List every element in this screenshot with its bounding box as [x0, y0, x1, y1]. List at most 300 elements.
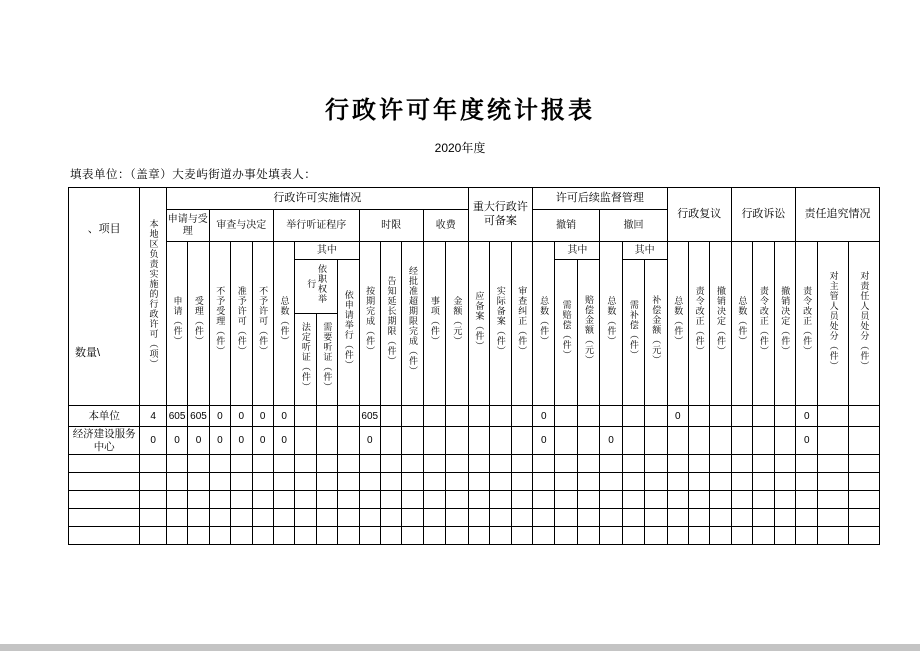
corner-top-label: 、项目: [87, 222, 121, 235]
data-cell: [380, 509, 401, 527]
row-label: [69, 455, 140, 473]
data-cell: [166, 527, 187, 545]
data-cell: 0: [600, 427, 622, 455]
data-cell: [622, 427, 644, 455]
data-cell: [849, 427, 880, 455]
data-cell: 0: [533, 427, 555, 455]
subgroup-fees: 收费: [423, 210, 468, 242]
table-row: [69, 473, 880, 491]
col-recon-total: 总数（件）: [667, 242, 688, 406]
data-cell: [710, 527, 731, 545]
data-cell: [710, 455, 731, 473]
data-cell: 0: [533, 406, 555, 427]
data-cell: [423, 491, 445, 509]
data-cell: [402, 509, 423, 527]
data-cell: [231, 455, 252, 473]
col-withdraw-total: 总数（件）: [600, 242, 622, 406]
data-cell: [622, 455, 644, 473]
data-cell: [402, 455, 423, 473]
col-required-hearing: 需要听证（件）: [316, 314, 337, 406]
group-filing: 重大行政许可备案: [468, 188, 532, 242]
group-implementation: 行政许可实施情况: [166, 188, 468, 210]
data-cell: [140, 473, 167, 491]
data-cell: [252, 509, 273, 527]
data-cell: [622, 491, 644, 509]
data-cell: [490, 473, 511, 491]
data-cell: [188, 491, 209, 509]
data-cell: [774, 473, 795, 491]
data-cell: [818, 427, 849, 455]
data-cell: [468, 406, 489, 427]
data-cell: [273, 491, 294, 509]
data-cell: [273, 455, 294, 473]
data-cell: [359, 491, 380, 509]
data-cell: 0: [209, 427, 230, 455]
col-local-items: 本地区负责实施的行政许可（项）: [140, 188, 167, 406]
page-bottom-edge: [0, 644, 920, 651]
data-cell: [600, 509, 622, 527]
data-cell: 605: [188, 406, 209, 427]
group-litigation: 行政诉讼: [731, 188, 795, 242]
group-accountability: 责任追究情况: [796, 188, 880, 242]
data-cell: [753, 509, 774, 527]
data-cell: 0: [667, 406, 688, 427]
data-cell: [577, 455, 599, 473]
data-cell: [423, 455, 445, 473]
data-cell: [231, 527, 252, 545]
col-hearing-total: 总数（件）: [273, 242, 294, 406]
data-cell: [231, 491, 252, 509]
data-cell: [731, 527, 752, 545]
data-cell: [338, 491, 359, 509]
data-cell: 0: [273, 406, 294, 427]
data-cell: [533, 491, 555, 509]
data-cell: [710, 509, 731, 527]
data-cell: [689, 427, 710, 455]
table-row: [69, 455, 880, 473]
data-cell: [731, 491, 752, 509]
data-cell: [316, 509, 337, 527]
data-cell: [796, 473, 818, 491]
data-cell: 0: [796, 427, 818, 455]
data-cell: [555, 491, 577, 509]
data-cell: [511, 427, 532, 455]
data-cell: [710, 491, 731, 509]
data-cell: [380, 427, 401, 455]
subgroup-hearing: 举行听证程序: [273, 210, 359, 242]
data-cell: [338, 527, 359, 545]
data-cell: [731, 427, 752, 455]
data-cell: [667, 427, 688, 455]
data-cell: [600, 491, 622, 509]
data-cell: [796, 455, 818, 473]
data-cell: [402, 491, 423, 509]
data-cell: [490, 455, 511, 473]
row-label: [69, 473, 140, 491]
data-cell: [622, 509, 644, 527]
data-cell: [380, 455, 401, 473]
col-revoke-total: 总数（件）: [533, 242, 555, 406]
col-acc-responsible: 对责任人员处分（件）: [849, 242, 880, 406]
data-cell: [753, 527, 774, 545]
data-cell: [667, 527, 688, 545]
data-cell: [468, 455, 489, 473]
col-fee-amount: 金额（元）: [446, 242, 469, 406]
data-cell: [166, 455, 187, 473]
data-cell: [468, 427, 489, 455]
data-cell: [849, 406, 880, 427]
data-cell: [511, 509, 532, 527]
col-on-request: 依申请举行（件）: [338, 260, 359, 406]
data-cell: [710, 473, 731, 491]
data-cell: [273, 473, 294, 491]
col-lit-total: 总数（件）: [731, 242, 752, 406]
data-cell: [140, 509, 167, 527]
data-cell: [446, 406, 469, 427]
data-cell: [188, 455, 209, 473]
data-cell: [622, 473, 644, 491]
col-apply: 申请（件）: [166, 242, 187, 406]
data-cell: [818, 509, 849, 527]
data-cell: [753, 455, 774, 473]
data-cell: [468, 527, 489, 545]
row-label: 本单位: [69, 406, 140, 427]
data-cell: 0: [796, 406, 818, 427]
data-cell: 4: [140, 406, 167, 427]
data-cell: [446, 491, 469, 509]
col-compensate-amount: 赔偿金额（元）: [577, 260, 599, 406]
data-cell: [511, 406, 532, 427]
report-table: [68, 187, 880, 545]
data-cell: [209, 527, 230, 545]
col-on-time: 按期完成（件）: [359, 242, 380, 406]
data-cell: [555, 455, 577, 473]
data-cell: [818, 455, 849, 473]
data-cell: [188, 527, 209, 545]
data-cell: [140, 455, 167, 473]
data-cell: 0: [252, 406, 273, 427]
data-cell: [423, 527, 445, 545]
data-cell: [774, 527, 795, 545]
data-cell: [710, 427, 731, 455]
data-cell: [316, 491, 337, 509]
data-cell: [511, 455, 532, 473]
subgroup-revoke: 撤销: [533, 210, 600, 242]
table-row: [69, 509, 880, 527]
data-cell: [796, 491, 818, 509]
data-cell: [753, 406, 774, 427]
data-cell: [295, 491, 316, 509]
data-cell: [446, 527, 469, 545]
data-cell: [338, 509, 359, 527]
data-cell: [796, 509, 818, 527]
data-cell: [689, 406, 710, 427]
data-cell: [316, 406, 337, 427]
col-recon-correct: 责令改正（件）: [689, 242, 710, 406]
subgroup-ex-officio: 依职权举行: [295, 260, 338, 314]
data-cell: [774, 491, 795, 509]
data-cell: [753, 491, 774, 509]
data-cell: [533, 527, 555, 545]
data-cell: [316, 527, 337, 545]
data-cell: [380, 473, 401, 491]
data-cell: [689, 455, 710, 473]
data-cell: [555, 473, 577, 491]
corner-cell: [69, 188, 140, 406]
data-cell: 0: [166, 427, 187, 455]
data-cell: [359, 509, 380, 527]
data-cell: [689, 527, 710, 545]
col-should-file: 应备案（件）: [468, 242, 489, 406]
data-cell: [600, 455, 622, 473]
data-cell: [533, 509, 555, 527]
data-cell: [446, 473, 469, 491]
row-label: 经济建设服务中心: [69, 427, 140, 455]
data-cell: [689, 509, 710, 527]
data-cell: [774, 406, 795, 427]
col-review-correct: 审查纠正（件）: [511, 242, 532, 406]
data-cell: [774, 455, 795, 473]
table-row: [69, 406, 880, 427]
data-cell: [689, 491, 710, 509]
data-cell: [555, 427, 577, 455]
data-cell: 0: [231, 406, 252, 427]
data-cell: [446, 455, 469, 473]
data-cell: 0: [252, 427, 273, 455]
data-cell: [511, 527, 532, 545]
data-cell: [645, 455, 667, 473]
corner-bottom-label: 数量\: [75, 346, 101, 359]
col-acc-correct: 责令改正（件）: [796, 242, 818, 406]
data-cell: [402, 527, 423, 545]
data-cell: [380, 527, 401, 545]
data-cell: [490, 427, 511, 455]
data-cell: [359, 473, 380, 491]
subgroup-withdraw: 撤回: [600, 210, 667, 242]
data-cell: [423, 473, 445, 491]
data-cell: [818, 491, 849, 509]
col-need-compensate: 需赔偿（件）: [555, 260, 577, 406]
data-cell: [577, 491, 599, 509]
data-cell: 0: [209, 406, 230, 427]
data-cell: [338, 427, 359, 455]
data-cell: [710, 406, 731, 427]
data-cell: [209, 455, 230, 473]
col-grant: 准予许可（件）: [231, 242, 252, 406]
row-label: [69, 527, 140, 545]
data-cell: 0: [231, 427, 252, 455]
data-cell: [359, 527, 380, 545]
col-lit-correct: 责令改正（件）: [753, 242, 774, 406]
data-cell: [645, 406, 667, 427]
data-cell: [338, 406, 359, 427]
data-cell: [209, 509, 230, 527]
data-cell: [423, 406, 445, 427]
subgroup-revoke-among: 其中: [555, 242, 600, 260]
data-cell: [645, 509, 667, 527]
data-cell: [231, 509, 252, 527]
data-cell: [774, 427, 795, 455]
row-label: [69, 491, 140, 509]
subgroup-withdraw-among: 其中: [622, 242, 667, 260]
data-cell: [753, 427, 774, 455]
data-cell: [209, 491, 230, 509]
data-cell: [645, 491, 667, 509]
data-cell: [338, 473, 359, 491]
data-cell: [252, 455, 273, 473]
col-not-accept: 不予受理（件）: [209, 242, 230, 406]
data-cell: [468, 473, 489, 491]
row-label: [69, 509, 140, 527]
data-cell: [731, 509, 752, 527]
data-cell: [774, 509, 795, 527]
data-cell: [490, 527, 511, 545]
data-cell: [166, 491, 187, 509]
col-notify-extend: 告知延长期限（件）: [380, 242, 401, 406]
data-cell: [511, 491, 532, 509]
data-cell: [511, 473, 532, 491]
data-cell: [577, 473, 599, 491]
data-cell: [166, 509, 187, 527]
data-cell: [316, 473, 337, 491]
data-cell: [849, 527, 880, 545]
group-supervision: 许可后续监督管理: [533, 188, 668, 210]
col-recon-revoke: 撤销决定（件）: [710, 242, 731, 406]
data-cell: [600, 527, 622, 545]
data-cell: [188, 509, 209, 527]
data-cell: [188, 473, 209, 491]
data-cell: [555, 509, 577, 527]
data-cell: [622, 406, 644, 427]
data-cell: [402, 427, 423, 455]
data-cell: [468, 491, 489, 509]
table-row: [69, 527, 880, 545]
col-approved-overdue: 经批准超期限完成（件）: [402, 242, 423, 406]
page-title: 行政许可年度统计报表: [325, 97, 595, 124]
data-cell: [446, 509, 469, 527]
data-cell: [231, 473, 252, 491]
data-cell: [622, 527, 644, 545]
data-cell: [667, 455, 688, 473]
col-accept: 受理（件）: [188, 242, 209, 406]
table-row: [69, 427, 880, 455]
table-body: [69, 406, 880, 545]
data-cell: [796, 527, 818, 545]
data-cell: [252, 527, 273, 545]
data-cell: [600, 473, 622, 491]
data-cell: [689, 473, 710, 491]
data-cell: [555, 527, 577, 545]
col-need-indemnify: 需补偿（件）: [622, 260, 644, 406]
data-cell: [818, 473, 849, 491]
data-cell: [423, 427, 445, 455]
data-cell: [402, 406, 423, 427]
subgroup-hearing-among: 其中: [295, 242, 359, 260]
data-cell: [731, 406, 752, 427]
group-reconsideration: 行政复议: [667, 188, 731, 242]
data-cell: [577, 509, 599, 527]
data-cell: [577, 527, 599, 545]
data-cell: [468, 509, 489, 527]
data-cell: [849, 491, 880, 509]
data-cell: 0: [188, 427, 209, 455]
data-cell: [402, 473, 423, 491]
col-indemnify-amount: 补偿金额（元）: [645, 260, 667, 406]
data-cell: [209, 473, 230, 491]
data-cell: [667, 491, 688, 509]
data-cell: [380, 406, 401, 427]
data-cell: [731, 473, 752, 491]
subgroup-review-decide: 审查与决定: [209, 210, 273, 242]
data-cell: [446, 427, 469, 455]
data-cell: [359, 455, 380, 473]
col-deny: 不予许可（件）: [252, 242, 273, 406]
col-fee-items: 事项（件）: [423, 242, 445, 406]
data-cell: [252, 491, 273, 509]
data-cell: [533, 473, 555, 491]
data-cell: [577, 427, 599, 455]
data-cell: [577, 406, 599, 427]
data-cell: [849, 473, 880, 491]
data-cell: 0: [273, 427, 294, 455]
form-unit-line: 填表单位：（盖章）大麦屿街道办事处填表人：: [70, 169, 317, 181]
data-cell: 0: [140, 427, 167, 455]
data-cell: [295, 455, 316, 473]
data-cell: [316, 455, 337, 473]
col-statutory-hearing: 法定听证（件）: [295, 314, 316, 406]
data-cell: [380, 491, 401, 509]
data-cell: [645, 427, 667, 455]
data-cell: [490, 491, 511, 509]
data-cell: [295, 473, 316, 491]
data-cell: [555, 406, 577, 427]
data-cell: [490, 406, 511, 427]
data-cell: [818, 527, 849, 545]
data-cell: [273, 527, 294, 545]
data-cell: [667, 473, 688, 491]
data-cell: [423, 509, 445, 527]
data-cell: 0: [359, 427, 380, 455]
data-cell: 605: [359, 406, 380, 427]
data-cell: [645, 527, 667, 545]
data-cell: [849, 509, 880, 527]
data-cell: [140, 527, 167, 545]
data-cell: [645, 473, 667, 491]
data-cell: [295, 427, 316, 455]
data-cell: [533, 455, 555, 473]
data-cell: [295, 406, 316, 427]
data-cell: 605: [166, 406, 187, 427]
data-cell: [818, 406, 849, 427]
data-cell: [849, 455, 880, 473]
col-actual-file: 实际备案（件）: [490, 242, 511, 406]
data-cell: [252, 473, 273, 491]
col-lit-revoke: 撤销决定（件）: [774, 242, 795, 406]
data-cell: [295, 509, 316, 527]
data-cell: [166, 473, 187, 491]
data-cell: [753, 473, 774, 491]
data-cell: [731, 455, 752, 473]
data-cell: [140, 491, 167, 509]
page-subtitle: 2020年度: [434, 141, 486, 155]
data-cell: [667, 509, 688, 527]
data-cell: [338, 455, 359, 473]
data-cell: [490, 509, 511, 527]
col-acc-supervisor: 对主管人员处分（件）: [818, 242, 849, 406]
data-cell: [316, 427, 337, 455]
data-cell: [273, 509, 294, 527]
data-cell: [600, 406, 622, 427]
